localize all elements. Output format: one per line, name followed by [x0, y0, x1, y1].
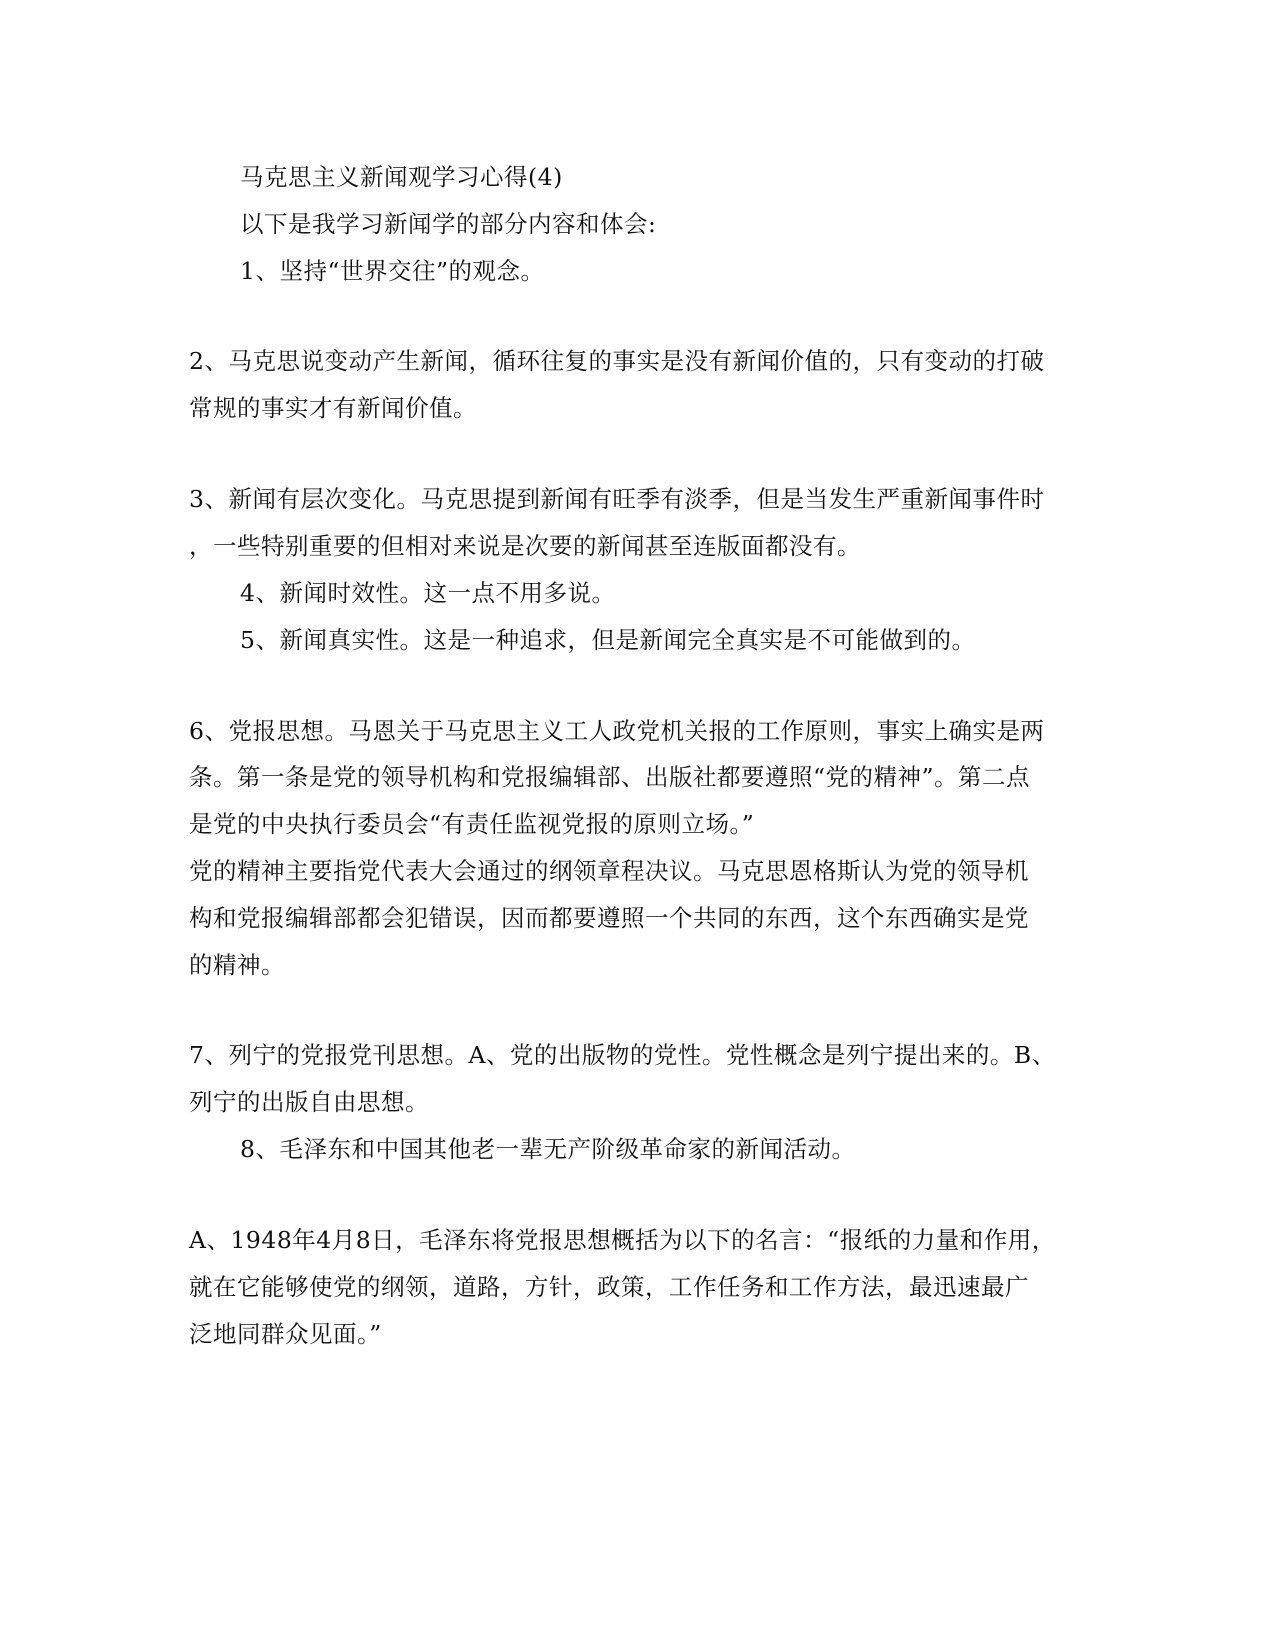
item-6-line-3: 是党的中央执行委员会“有责任监视党报的原则立场。”: [189, 810, 755, 838]
item-4-line: 4、新闻时效性。这一点不用多说。: [240, 579, 616, 607]
item-6-line-1: 6、党报思想。马恩关于马克思主义工人政党机关报的工作原则，事实上确实是两: [189, 717, 1045, 745]
item-7-line-2: 列宁的出版自由思想。: [189, 1088, 429, 1116]
item-6-line-4: 党的精神主要指党代表大会通过的纲领章程决议。马克思恩格斯认为党的领导机: [189, 857, 1029, 885]
item-3-line-2: ，一些特别重要的但相对来说是次要的新闻甚至连版面都没有。: [189, 532, 861, 560]
item-8a-line-2: 就在它能够使党的纲领，道路，方针，政策，工作任务和工作方法，最迅速最广: [189, 1273, 1029, 1301]
item-3-line-1: 3、新闻有层次变化。马克思提到新闻有旺季有淡季，但是当发生严重新闻事件时: [189, 485, 1045, 513]
item-6-line-2: 条。第一条是党的领导机构和党报编辑部、出版社都要遵照“党的精神”。第二点: [189, 763, 1031, 791]
item-1-line: 1、坚持“世界交往”的观念。: [240, 257, 545, 285]
intro-line: 以下是我学习新闻学的部分内容和体会:: [240, 210, 657, 238]
document-title: 马克思主义新闻观学习心得(4): [240, 163, 563, 191]
item-5-line: 5、新闻真实性。这是一种追求，但是新闻完全真实是不可能做到的。: [240, 626, 976, 654]
item-6-line-5: 构和党报编辑部都会犯错误，因而都要遵照一个共同的东西，这个东西确实是党: [189, 904, 1029, 932]
item-8a-line-1: A、1948年4月8日，毛泽东将党报思想概括为以下的名言：“报纸的力量和作用，: [189, 1226, 1056, 1254]
item-7-line-1: 7、列宁的党报党刊思想。A、党的出版物的党性。党性概念是列宁提出来的。B、: [189, 1041, 1056, 1069]
item-6-line-6: 的精神。: [189, 951, 285, 979]
item-2-line-2: 常规的事实才有新闻价值。: [189, 394, 477, 422]
item-2-line-1: 2、马克思说变动产生新闻，循环往复的事实是没有新闻价值的，只有变动的打破: [189, 347, 1045, 375]
item-8-line: 8、毛泽东和中国其他老一辈无产阶级革命家的新闻活动。: [240, 1135, 856, 1163]
item-8a-line-3: 泛地同群众见面。”: [189, 1320, 382, 1348]
